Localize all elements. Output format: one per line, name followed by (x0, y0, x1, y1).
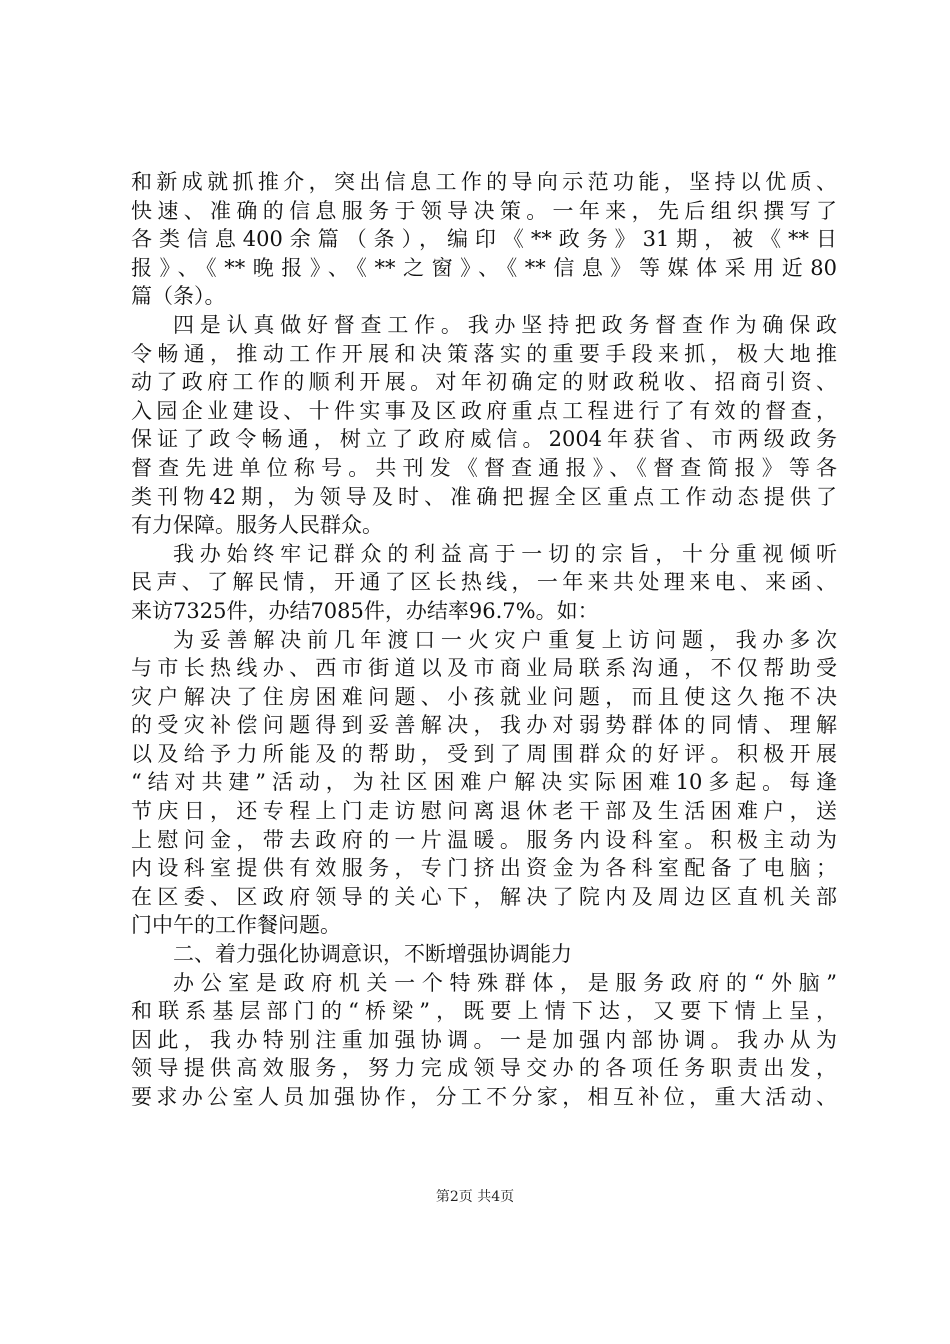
document-body (131, 168, 837, 1112)
text-line: 领导提供高效服务，努力完成领导交办的各项任务职责出发， (131, 1056, 837, 1081)
text-line: 内设科室提供有效服务，专门挤出资金为各科室配备了电脑； (131, 856, 837, 881)
text-line: 因此，我办特别注重加强协调。一是加强内部协调。我办从为 (131, 1027, 837, 1052)
text-line: 篇（条）。 (131, 284, 226, 309)
page-number-footer: 第2页 共4页 (435, 1189, 515, 1205)
text-line: “结对共建”活动，为社区困难户解决实际困难10多起。每逢 (131, 770, 837, 795)
text-line: 各类信息400余篇（条），编印《**政务》31期，被《**日 (131, 227, 837, 252)
paragraph-start-line: 办公室是政府机关一个特殊群体，是服务政府的“外脑” (173, 970, 837, 995)
text-line: 类刊物42期，为领导及时、准确把握全区重点工作动态提供了 (131, 484, 837, 509)
text-line: 保证了政令畅通，树立了政府威信。2004年获省、市两级政务 (131, 427, 837, 452)
text-line: 令畅通，推动工作开展和决策落实的重要手段来抓，极大地推 (131, 341, 837, 366)
paragraph-start-line: 四是认真做好督查工作。我办坚持把政务督查作为确保政 (173, 312, 837, 337)
text-line: 民声、了解民情，开通了区长热线，一年来共处理来电、来函、 (131, 570, 837, 595)
text-line: 有力保障。服务人民群众。 (131, 513, 383, 538)
text-line: 要求办公室人员加强协作，分工不分家，相互补位，重大活动、 (131, 1085, 837, 1109)
text-line: 督查先进单位称号。共刊发《督查通报》、《督查简报》等各 (131, 455, 837, 480)
text-line: 上慰问金，带去政府的一片温暖。服务内设科室。积极主动为 (131, 827, 837, 852)
paragraph-start-line: 我办始终牢记群众的利益高于一切的宗旨，十分重视倾听 (173, 541, 837, 566)
text-line: 在区委、区政府领导的关心下，解决了院内及周边区直机关部 (131, 884, 837, 909)
text-line: 来访7325件，办结7085件，办结率96.7%。如： (131, 598, 599, 623)
text-line: 门中午的工作餐问题。 (131, 913, 341, 938)
text-line: 和新成就抓推介，突出信息工作的导向示范功能，坚持以优质、 (131, 170, 837, 194)
section-heading: 二、着力强化协调意识，不断增强协调能力 (173, 942, 572, 967)
text-line: 入园企业建设、十件实事及区政府重点工程进行了有效的督查， (131, 398, 837, 423)
text-line: 和联系基层部门的“桥梁”，既要上情下达，又要下情上呈， (131, 999, 837, 1024)
text-line: 报》、《**晚报》、《**之窗》、《**信息》等媒体采用近80 (131, 255, 837, 280)
text-line: 的受灾补偿问题得到妥善解决，我办对弱势群体的同情、理解 (131, 713, 837, 738)
text-line: 动了政府工作的顺利开展。对年初确定的财政税收、招商引资、 (131, 370, 837, 395)
text-line: 快速、准确的信息服务于领导决策。一年来，先后组织撰写了 (131, 198, 837, 223)
text-line: 节庆日，还专程上门走访慰问离退休老干部及生活困难户，送 (131, 799, 837, 824)
text-line: 灾户解决了住房困难问题、小孩就业问题，而且使这久拖不决 (131, 684, 837, 709)
paragraph-start-line: 为妥善解决前几年渡口一火灾户重复上访问题，我办多次 (173, 627, 837, 652)
text-line: 与市长热线办、西市街道以及市商业局联系沟通，不仅帮助受 (131, 656, 837, 681)
text-line: 以及给予力所能及的帮助，受到了周围群众的好评。积极开展 (131, 741, 837, 766)
